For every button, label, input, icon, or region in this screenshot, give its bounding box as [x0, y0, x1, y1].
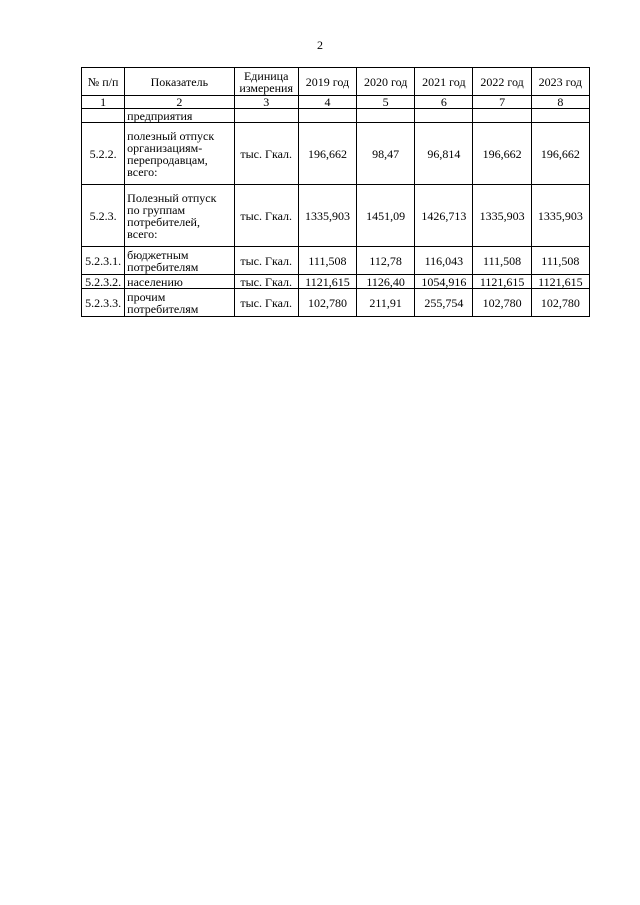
- row-number: 5.2.3.2.: [82, 275, 125, 289]
- column-number: 3: [234, 96, 298, 109]
- row-unit: тыс. Гкал.: [234, 185, 298, 247]
- row-indicator: населению: [125, 275, 234, 289]
- row-number: 5.2.3.: [82, 185, 125, 247]
- row-unit: тыс. Гкал.: [234, 123, 298, 185]
- value-cell: 1335,903: [531, 185, 589, 247]
- table-row: [82, 289, 590, 317]
- header-year-2019: 2019 год: [298, 68, 356, 96]
- header-indicator: Показатель: [125, 68, 234, 96]
- empty-cell: [473, 109, 531, 123]
- value-cell: 111,508: [531, 247, 589, 275]
- value-cell: 102,780: [298, 289, 356, 317]
- page-number: 2: [317, 38, 323, 52]
- column-number: 1: [82, 96, 125, 109]
- data-table: [81, 67, 590, 317]
- value-cell: 1335,903: [473, 185, 531, 247]
- column-number: 2: [125, 96, 234, 109]
- value-cell: 111,508: [298, 247, 356, 275]
- header-year-2020: 2020 год: [357, 68, 415, 96]
- value-cell: 102,780: [531, 289, 589, 317]
- value-cell: 111,508: [473, 247, 531, 275]
- empty-cell: [531, 109, 589, 123]
- empty-cell: [415, 109, 473, 123]
- row-number: 5.2.3.3.: [82, 289, 125, 317]
- column-number: 6: [415, 96, 473, 109]
- continuation-row: [82, 109, 590, 123]
- column-number: 7: [473, 96, 531, 109]
- row-unit: тыс. Гкал.: [234, 275, 298, 289]
- table-row: [82, 247, 590, 275]
- continuation-text: предприятия: [125, 109, 234, 123]
- table-row: [82, 123, 590, 185]
- column-numbers-row: [82, 96, 590, 109]
- row-unit: тыс. Гкал.: [234, 247, 298, 275]
- row-indicator: полезный отпуск организациям-перепродавцам, всего:: [125, 123, 234, 185]
- table-row: [82, 185, 590, 247]
- value-cell: 1126,40: [357, 275, 415, 289]
- empty-cell: [298, 109, 356, 123]
- header-unit: Единица измерения: [234, 68, 298, 96]
- row-unit: тыс. Гкал.: [234, 289, 298, 317]
- value-cell: 1121,615: [473, 275, 531, 289]
- value-cell: 255,754: [415, 289, 473, 317]
- value-cell: 1451,09: [357, 185, 415, 247]
- column-number: 8: [531, 96, 589, 109]
- row-indicator: Полезный отпуск по группам потребителей, всего:: [125, 185, 234, 247]
- header-num: № п/п: [82, 68, 125, 96]
- value-cell: 211,91: [357, 289, 415, 317]
- value-cell: 96,814: [415, 123, 473, 185]
- row-indicator: бюджетным потребителям: [125, 247, 234, 275]
- value-cell: 116,043: [415, 247, 473, 275]
- header-year-2022: 2022 год: [473, 68, 531, 96]
- row-indicator: прочим потребителям: [125, 289, 234, 317]
- value-cell: 196,662: [298, 123, 356, 185]
- empty-cell: [357, 109, 415, 123]
- empty-cell: [234, 109, 298, 123]
- value-cell: 1121,615: [531, 275, 589, 289]
- value-cell: 1054,916: [415, 275, 473, 289]
- value-cell: 1335,903: [298, 185, 356, 247]
- column-number: 5: [357, 96, 415, 109]
- value-cell: 1426,713: [415, 185, 473, 247]
- value-cell: 112,78: [357, 247, 415, 275]
- row-number: 5.2.2.: [82, 123, 125, 185]
- header-year-2021: 2021 год: [415, 68, 473, 96]
- value-cell: 196,662: [473, 123, 531, 185]
- table-header-row: [82, 68, 590, 96]
- column-number: 4: [298, 96, 356, 109]
- value-cell: 196,662: [531, 123, 589, 185]
- value-cell: 1121,615: [298, 275, 356, 289]
- empty-cell: [82, 109, 125, 123]
- value-cell: 102,780: [473, 289, 531, 317]
- row-number: 5.2.3.1.: [82, 247, 125, 275]
- header-year-2023: 2023 год: [531, 68, 589, 96]
- value-cell: 98,47: [357, 123, 415, 185]
- table-row: [82, 275, 590, 289]
